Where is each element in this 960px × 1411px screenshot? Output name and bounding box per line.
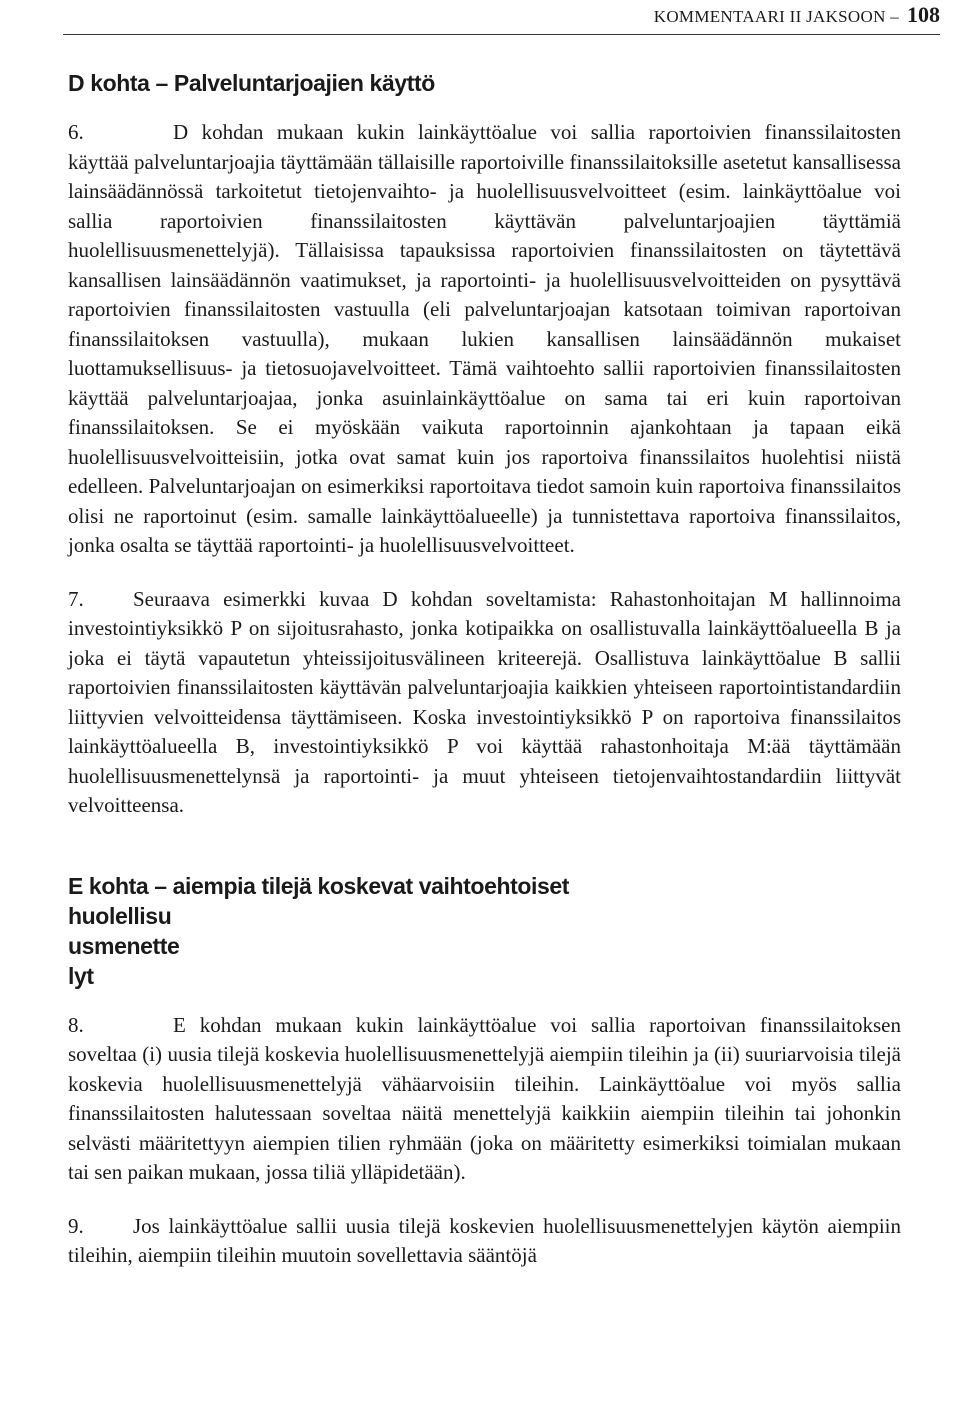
- header-divider: [63, 34, 940, 35]
- heading-line: E kohta – aiempia tilejä koskevat vaihtoehtoiset: [68, 872, 570, 899]
- spacer: [68, 561, 901, 585]
- spacer: [68, 991, 901, 1011]
- running-header: [654, 2, 940, 30]
- running-title: KOMMENTAARI II JAKSOON –: [653, 7, 899, 26]
- paragraph-text: Jos lainkäyttöalue sallii uusia tilejä koskevien huolellisuusmenettelyjen käytön aiempiin tileihin, aiempiin tileihin muutoin sovellettavia sääntöjä: [68, 1213, 901, 1267]
- paragraph-7: [68, 585, 901, 821]
- paragraph-number: 8.: [68, 1012, 84, 1037]
- paragraph-9: [68, 1212, 901, 1271]
- heading-line: huolellisu: [68, 902, 172, 929]
- spacer: [68, 98, 901, 118]
- paragraph-8: [68, 1011, 901, 1188]
- spacer: [68, 821, 901, 871]
- paragraph-number: 6.: [68, 120, 84, 144]
- paragraph-text: Seuraava esimerkki kuvaa D kohdan soveltamista: Rahastonhoitajan M hallinnoima investointiyksikkö P on sijoitusrahasto, jonka kotipaikka on osallistuvalla lainkäyttöalueella B ja joka ei täytä vapautetun yhteissijoitusvälineen kriteerejä. Osallistuva lainkäyttöalue B sallii raportoivien finanssilaitosten käyttävän palveluntarjoajia kaikkien yhteiseen raportointistandardiin liittyvien velvoitteidensa täyttämiseen. Koska investointiyksikkö P on raportoiva finanssilaitos lainkäyttöalueella B, investointiyksikkö P voi käyttää rahastonhoitaja M:ää täyttämään huolellisuusmenettelynsä ja raportointi- ja muut yhteiseen tietojenvaihtostandardiin liittyvät velvoitteensa.: [68, 586, 901, 817]
- heading-line: lyt: [68, 962, 94, 989]
- paragraph-text: D kohdan mukaan kukin lainkäyttöalue voi sallia raportoivien finanssilaitosten käyttää palveluntarjoajia täyttämään tällaisille raportoiville finanssilaitoksille asetetut kansallisessa lainsäädännössä tarkoitetut tietojenvaihto- ja huolellisuusvelvoitteet (esim. lainkäyttöalue voi sallia raportoivien finanssilaitosten käyttävän palveluntarjoajien täyttämiä huolellisuusmenettelyjä). Tällaisissa tapauksissa raportoivien finanssilaitosten on täytettävä kansallisen lainsäädännön vaatimukset, ja raportointi- ja huolellisuusvelvoitteiden on pysyttävä raportoivien finanssilaitosten vastuulla (eli palveluntarjoajan katsotaan toimivan raportoivan finanssilaitoksen vastuulla), mukaan lukien kansallisen lainsäädännön mukaiset luottamuksellisuus- ja tietosuojavelvoitteet. Tämä vaihtoehto sallii raportoivien finanssilaitosten käyttää palveluntarjoajaa, jonka asuinlainkäyttöalue on sama tai eri kuin raportoivan finanssilaitoksen. Se ei myöskään vaikuta raportoinnin ajankohtaan ja tapaan eikä huolellisuusvelvoitteisiin, jotka ovat samat kuin jos raportoiva finanssilaitos huolehtisi niistä edelleen. Palveluntarjoajan on esimerkiksi raportoitava tiedot samoin kuin raportoiva finanssilaitos olisi ne raportoinut (esim. samalle lainkäyttöalueelle) ja tunnistettava raportoiva finanssilaitos, jonka osalta se täyttää raportointi- ja huolellisuusvelvoitteet.: [68, 120, 901, 557]
- heading-line: usmenette: [68, 932, 180, 959]
- section-heading-d: D kohta – Palveluntarjoajien käyttö: [68, 70, 435, 96]
- paragraph-6: [68, 118, 901, 561]
- page-number: 108: [907, 2, 940, 27]
- paragraph-number: 7.: [68, 586, 84, 611]
- section-heading-e: [68, 871, 901, 991]
- page-body: [68, 68, 901, 1271]
- paragraph-number: 9.: [68, 1213, 84, 1238]
- paragraph-text: E kohdan mukaan kukin lainkäyttöalue voi sallia raportoivan finanssilaitoksen soveltaa (i) uusia tilejä koskevia huolellisuusmenettelyjä aiempiin tileihin ja (ii) suuriarvoisia tilejä koskevia huolellisuusmenettelyjä vähäarvoisiin tileihin. Lainkäyttöalue voi myös sallia finanssilaitosten halutessaan soveltaa näitä menettelyjä kaikkiin aiempiin tileihin tai johonkin selvästi määritettyyn aiempien tilien ryhmään (joka on määritetty esimerkiksi toimialan mukaan tai sen paikan mukaan, jossa tiliä ylläpidetään).: [68, 1012, 901, 1184]
- spacer: [68, 1188, 901, 1212]
